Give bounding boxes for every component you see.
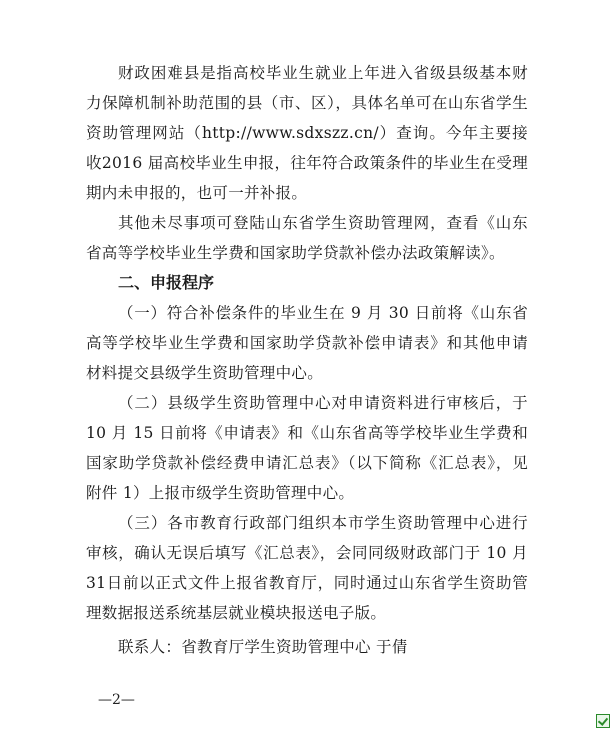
contact-line: 联系人：省教育厅学生资助管理中心 于倩 [118, 638, 408, 656]
procedure-step-2: （二）县级学生资助管理中心对申请资料进行审核后，于10 月 15 日前将《申请表》和《山东省高等学校毕业生学费和国家助学贷款补偿经费申请汇总表》（以下简称《汇总表》，见附件 1）上报市级学生资助管理中心。 [86, 394, 528, 502]
paragraph-other-matters: 其他未尽事项可登陆山东省学生资助管理网，查看《山东省高等学校毕业生学费和国家助学贷款补偿办法政策解读》。 [86, 214, 528, 262]
paragraph-eligible-counties: 财政困难县是指高校毕业生就业上年进入省级县级基本财力保障机制补助范围的县（市、区），具体名单可在山东省学生资助管理网站（http://www.sdxszz.cn/）查询。今年主要接收2016 届高校毕业生申报，往年符合政策条件的毕业生在受理期内未申报的，也可一并补报。 [86, 64, 528, 202]
section-heading: 二、申报程序 [118, 273, 215, 292]
document-body [86, 58, 528, 662]
page-number: —2— [98, 692, 135, 708]
procedure-step-3: （三）各市教育行政部门组织本市学生资助管理中心进行审核，确认无误后填写《汇总表》，会同同级财政部门于 10 月 31日前以正式文件上报省教育厅，同时通过山东省学生资助管理数据报送系统基层就业模块报送电子版。 [86, 514, 528, 622]
checkmark-badge-icon [596, 714, 610, 728]
procedure-step-1: （一）符合补偿条件的毕业生在 9 月 30 日前将《山东省高等学校毕业生学费和国家助学贷款补偿申请表》和其他申请材料提交县级学生资助管理中心。 [86, 304, 528, 382]
